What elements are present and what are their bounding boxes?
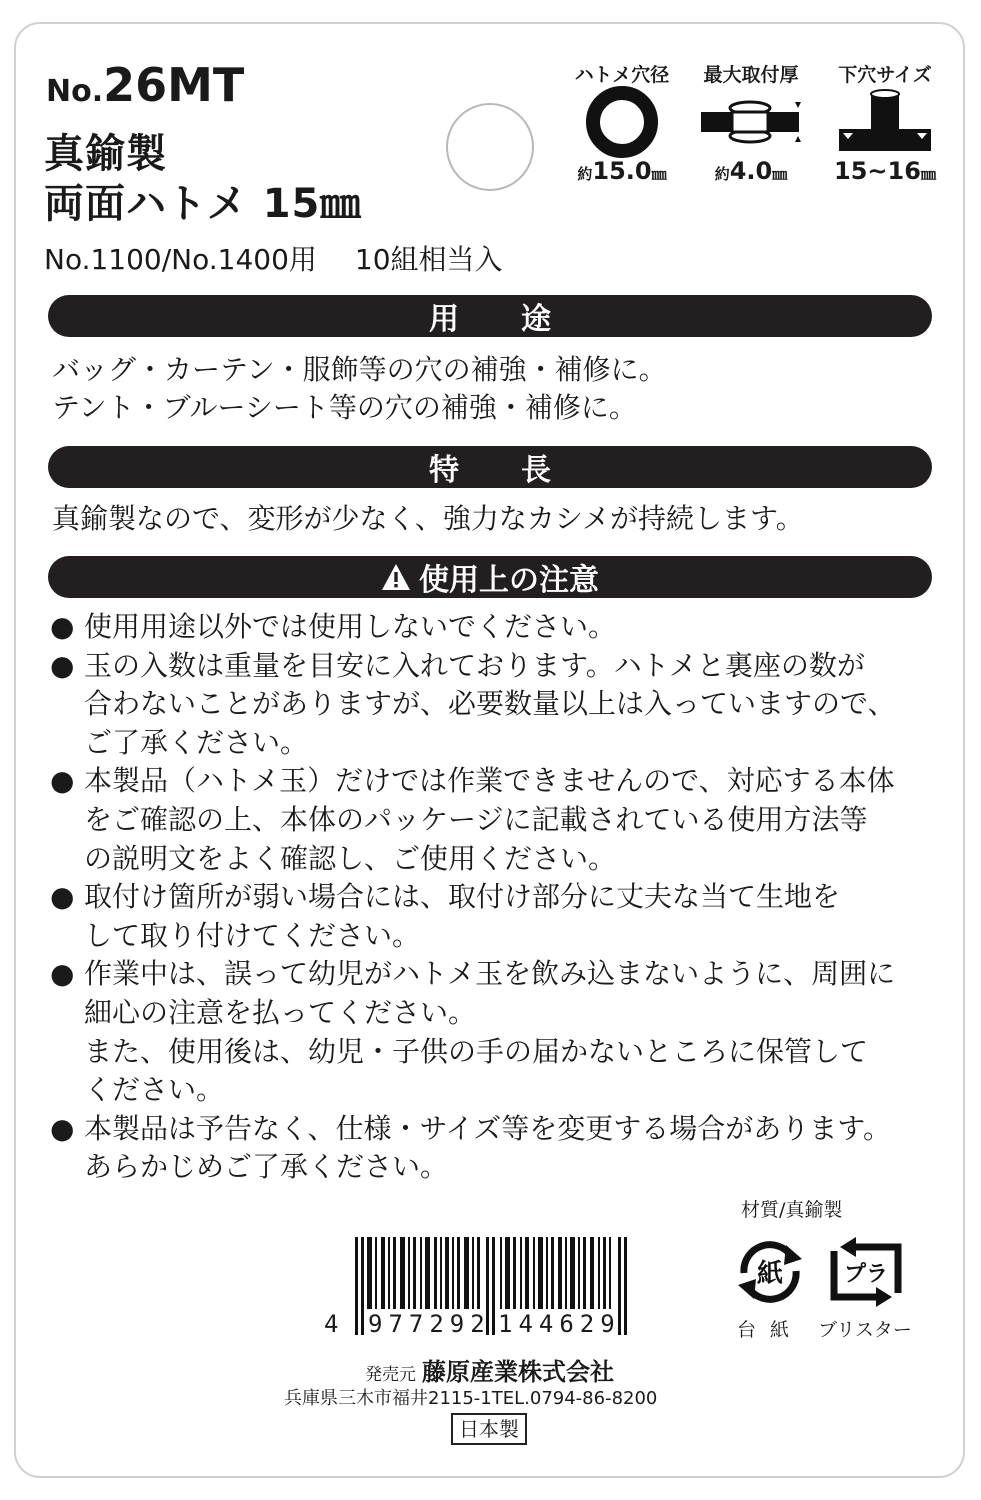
spec-value: 約15.0㎜ <box>577 157 667 185</box>
bullet: ● <box>50 957 75 991</box>
paper-recycle-icon <box>730 1237 810 1307</box>
seller <box>365 1352 614 1387</box>
recycle-label-paper: 台紙 <box>737 1319 804 1341</box>
caution-line: 本製品（ハトメ玉）だけでは作業できませんので、対応する本体 <box>84 764 895 798</box>
seller-prefix: 発売元 <box>365 1365 416 1385</box>
pilot-hole-icon <box>820 85 950 159</box>
barcode-digit-lead: 4 <box>324 1310 339 1338</box>
hang-hole <box>446 103 534 191</box>
seller-address: 兵庫県三木市福井2115-1TEL.0794-86-8200 <box>284 1388 658 1409</box>
quantity: 10組相当入 <box>354 243 503 276</box>
feature-line: 真鍮製なので、変形が少なく、強力なカシメが持続します。 <box>52 502 804 535</box>
model-code: 26MT <box>103 58 245 112</box>
spec-value: 約4.0㎜ <box>714 157 788 185</box>
caution-line: して取り付けてください。 <box>84 918 421 952</box>
caution-item <box>50 955 940 1109</box>
caution-line: 本製品は予告なく、仕様・サイズ等を変更する場合があります。 <box>84 1111 891 1145</box>
caution-list <box>50 608 940 1187</box>
cautions-heading-bar <box>48 556 932 598</box>
caution-line: ご了承ください。 <box>84 725 309 759</box>
thickness-icon <box>686 85 816 159</box>
usage-line: テント・ブルーシート等の穴の補強・補修に。 <box>52 391 637 424</box>
usage-heading: 用途 <box>429 302 613 337</box>
spec-max-thickness <box>686 66 816 183</box>
seller-name: 藤原産業株式会社 <box>422 1358 614 1386</box>
bullet: ● <box>50 764 75 798</box>
model-number <box>46 58 245 112</box>
spec-value: 15~16㎜ <box>834 157 936 185</box>
caution-line: をご確認の上、本体のパッケージに記載されている使用方法等 <box>84 802 868 836</box>
caution-line: 細心の注意を払ってください。 <box>84 995 477 1029</box>
barcode-digits-right: 144629 <box>498 1310 621 1338</box>
country-of-origin: 日本製 <box>451 1413 527 1445</box>
recycle-label-plastic: ブリスター <box>818 1319 912 1341</box>
ring-icon <box>557 85 687 159</box>
features-heading: 特長 <box>429 453 613 488</box>
warning-icon <box>381 563 411 591</box>
bullet: ● <box>50 610 75 643</box>
usage-heading-bar <box>48 295 932 337</box>
caution-line: ください。 <box>84 1073 225 1107</box>
bullet: ● <box>50 880 75 914</box>
compatibility-line <box>44 243 541 276</box>
caution-line: 玉の入数は重量を目安に入れております。ハトメと裏座の数が <box>84 648 865 682</box>
caution-item <box>50 1110 940 1187</box>
caution-item <box>50 647 940 763</box>
material-label: 材質/真鍮製 <box>741 1199 843 1221</box>
cautions-heading: 使用上の注意 <box>419 563 599 598</box>
recycle-symbol: プラ <box>843 1262 889 1287</box>
caution-item <box>50 762 940 878</box>
plastic-recycle-icon <box>826 1237 906 1307</box>
features-heading-bar <box>48 446 932 488</box>
recycle-symbol: 紙 <box>756 1259 784 1289</box>
caution-line: 作業中は、誤って幼児がハトメ玉を飲み込まないように、周囲に <box>84 957 896 991</box>
caution-line: あらかじめご了承ください。 <box>84 1150 449 1184</box>
caution-line: 取付け箇所が弱い場合には、取付け部分に丈夫な当て生地を <box>84 880 841 914</box>
caution-item <box>50 608 940 647</box>
caution-line: また、使用後は、幼児・子供の手の届かないところに保管して <box>84 1034 869 1068</box>
compatibility: No.1100/No.1400用 <box>44 243 317 276</box>
spec-label: 下穴サイズ <box>838 64 932 86</box>
caution-item <box>50 878 940 955</box>
model-prefix: No. <box>46 74 104 109</box>
spec-label: ハトメ穴径 <box>574 64 670 86</box>
caution-line: 合わないことがありますが、必要数量以上は入っていますので、 <box>84 687 896 721</box>
spec-label: 最大取付厚 <box>703 64 799 86</box>
caution-line: の説明文をよく確認し、ご使用ください。 <box>84 841 617 875</box>
bullet: ● <box>50 1111 75 1145</box>
product-title-line2: 両面ハトメ 15㎜ <box>44 181 362 227</box>
spec-hole-diameter <box>557 66 687 183</box>
product-title-line1: 真鍮製 <box>44 131 167 177</box>
usage-line: バッグ・カーテン・服飾等の穴の補強・補修に。 <box>52 353 667 386</box>
bullet: ● <box>50 648 75 682</box>
barcode-digits-left: 977292 <box>368 1310 491 1338</box>
spec-pilot-hole <box>820 66 950 183</box>
caution-line: 使用用途以外では使用しないでください。 <box>84 610 617 643</box>
